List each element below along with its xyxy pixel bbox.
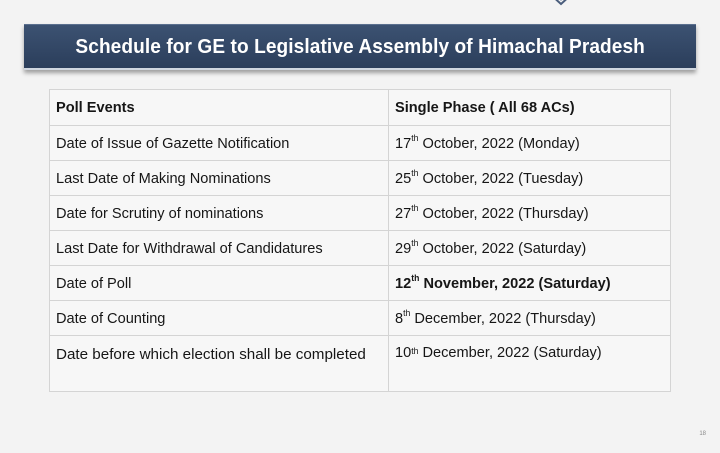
date-cell: 29th October, 2022 (Saturday) bbox=[389, 231, 671, 266]
event-cell: Date of Issue of Gazette Notification bbox=[50, 126, 389, 161]
event-cell: Last Date for Withdrawal of Candidatures bbox=[50, 231, 389, 266]
schedule-table bbox=[49, 89, 671, 392]
date-cell: 12th November, 2022 (Saturday) bbox=[389, 266, 671, 301]
event-cell: Date for Scrutiny of nominations bbox=[50, 196, 389, 231]
event-cell: Date before which election shall be completed bbox=[50, 336, 389, 392]
table-row bbox=[50, 336, 671, 392]
date-cell: 27th October, 2022 (Thursday) bbox=[389, 196, 671, 231]
table-row bbox=[50, 231, 671, 266]
table-row bbox=[50, 301, 671, 336]
event-cell: Date of Counting bbox=[50, 301, 389, 336]
page-number: 18 bbox=[699, 431, 706, 437]
date-cell: 25th October, 2022 (Tuesday) bbox=[389, 161, 671, 196]
title-banner bbox=[24, 24, 696, 70]
emblem-logo-icon bbox=[548, 0, 574, 6]
table-row bbox=[50, 161, 671, 196]
table-row bbox=[50, 266, 671, 301]
header-cell-single-phase: Single Phase ( All 68 ACs) bbox=[389, 90, 671, 126]
event-cell: Last Date of Making Nominations bbox=[50, 161, 389, 196]
page-title: Schedule for GE to Legislative Assembly of Himachal Pradesh bbox=[75, 34, 645, 58]
table-row bbox=[50, 196, 671, 231]
header-cell-poll-events: Poll Events bbox=[50, 90, 389, 126]
date-cell: 10th December, 2022 (Saturday) bbox=[389, 336, 671, 392]
table-row bbox=[50, 126, 671, 161]
table-header-row bbox=[50, 90, 671, 126]
date-cell: 17th October, 2022 (Monday) bbox=[389, 126, 671, 161]
date-cell: 8th December, 2022 (Thursday) bbox=[389, 301, 671, 336]
event-cell: Date of Poll bbox=[50, 266, 389, 301]
